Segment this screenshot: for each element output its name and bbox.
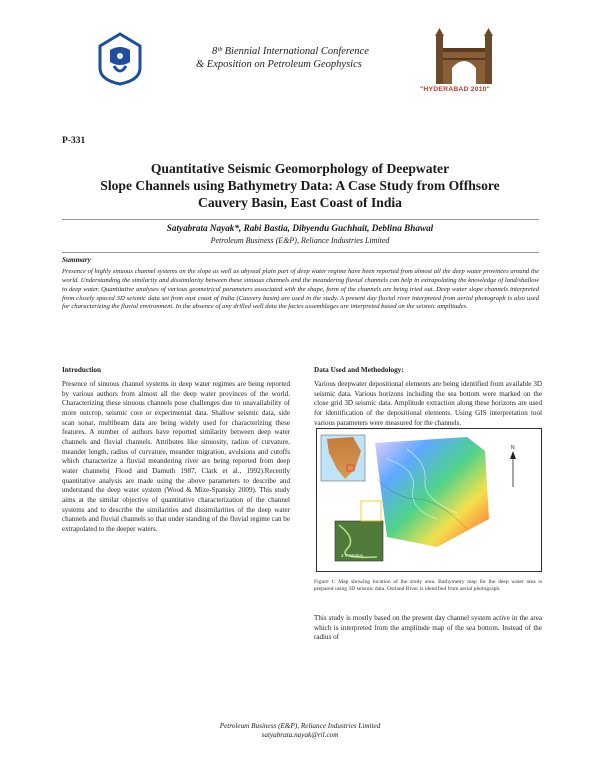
location-map-india — [321, 435, 365, 481]
north-arrow-icon — [510, 445, 516, 487]
summary-body: Presence of highly sinuous channel systems on the slope as well as abyssal plain part of deep water regime have been reported from almost all the deep water provinces around the world. Understanding the similarity and dissimilarity between these sinuous channels and the meandering fluvial channels can help in extrapolating the knowledge of land/shallow to deep water. Quantitative analyses of various geometrical parameters associated with the shape, form of the channels are being tried out. Deep water slope channels interpreted from closely spaced 3D seismic data set from east coast of India (Cauvery basin) are used in the study. A present day fluvial river interpreted from aerial photograph is also used for characterizing the fluvial environment. In the absence of any drilled well data the facies assemblages are interpreted based on the seismic amplitudes. — [62, 268, 539, 311]
svg-text:N: N — [511, 445, 515, 451]
summary-heading: Summary — [62, 256, 91, 264]
figure-1-map — [316, 428, 542, 572]
footer-email: satyabrata.nayak@ril.com — [261, 731, 339, 739]
author-affiliation: Petroleum Business (E&P), Reliance Industries Limited — [210, 236, 390, 245]
introduction-heading: Introduction — [62, 366, 102, 374]
introduction-body: Presence of sinuous channel systems in deep water regimes are being reported by various authors from almost all the deep water provinces of the world. Characterizing these sinuous channels pose challenges due to unavailability of more outcrop, seismic core or experimental data. Shallow seismic data, side scan sonar, multibeam data are being widely used for characterizing these features. A number of authors have reported similarity between deep water channels and fluvial channels. Attributes like sinuosity, radius of curvature, meander length, radius of curvature, meander migration, avulsions and cutoffs which characterize a fluvial meandering river are being reported from deep water channels( Flood and Damuth 1987, Clark et al., 1992).Recently quantitative analysis are made using the above parameters to describe and understand the deep water system (Wood & Mize-Spansky 2009). This study aims at the similar objective of quantitative characterization of the channel systems and to describe the similarities and dissimilarities of the deep water channels and fluvial channels so that under standing of the fluvial regime can be extrapolated to the deeper waters. — [62, 380, 290, 533]
paper-title-line-3: Cauvery Basin, East Coast of India — [198, 195, 402, 210]
location-label: "HYDERABAD 2010" — [420, 86, 491, 93]
spg-logo — [96, 32, 144, 86]
paper-title-line-2: Slope Channels using Bathymetry Data: A Case Study from Offhsore — [100, 178, 500, 193]
conference-title-line2: & Exposition on Petroleum Geophysics — [196, 59, 362, 70]
paper-title-line-1: Quantitative Seismic Geomorphology of Deepwater — [150, 161, 450, 176]
author-list: Satyabrata Nayak*, Rabi Bastia, Dibyendu Guchhait, Deblina Bhawal — [166, 223, 434, 233]
data-methodology-body: Various deepwater depositional elements are being identified from available 3D seismic data. Various horizons including the sea bottom were marked on the close grid 3D seismic data. Amplitude extraction along these horizons are used for identification of the depositional elements. Using GIS interpretation tool various parameters were measured for the channels. — [314, 380, 542, 427]
figure-1-caption: Figure 1: Map showing location of the study area. Bathymetry map for the deep water area is prepared using 3D seismic data. Ostland River is identified from aerial photograph. — [314, 579, 542, 593]
charminar-logo — [432, 26, 496, 86]
conference-title-line1: 8ᵗʰ Biennial International Conference — [212, 46, 369, 57]
inset-label: 3 V Station — [341, 553, 364, 558]
bathymetry-map — [375, 437, 489, 547]
aerial-photo-inset — [335, 501, 383, 561]
divider-bottom — [62, 252, 539, 253]
footer-affiliation: Petroleum Business (E&P), Reliance Industries Limited — [219, 722, 381, 730]
divider-top — [62, 219, 539, 220]
paper-id: P-331 — [62, 136, 86, 146]
data-methodology-paragraph-2: This study is mostly based on the present day channel system active in the area which is interpreted from the amplitude map of the sea bottom. Instead of the radius of — [314, 614, 542, 642]
data-methodology-heading: Data Used and Methodology: — [314, 366, 404, 374]
